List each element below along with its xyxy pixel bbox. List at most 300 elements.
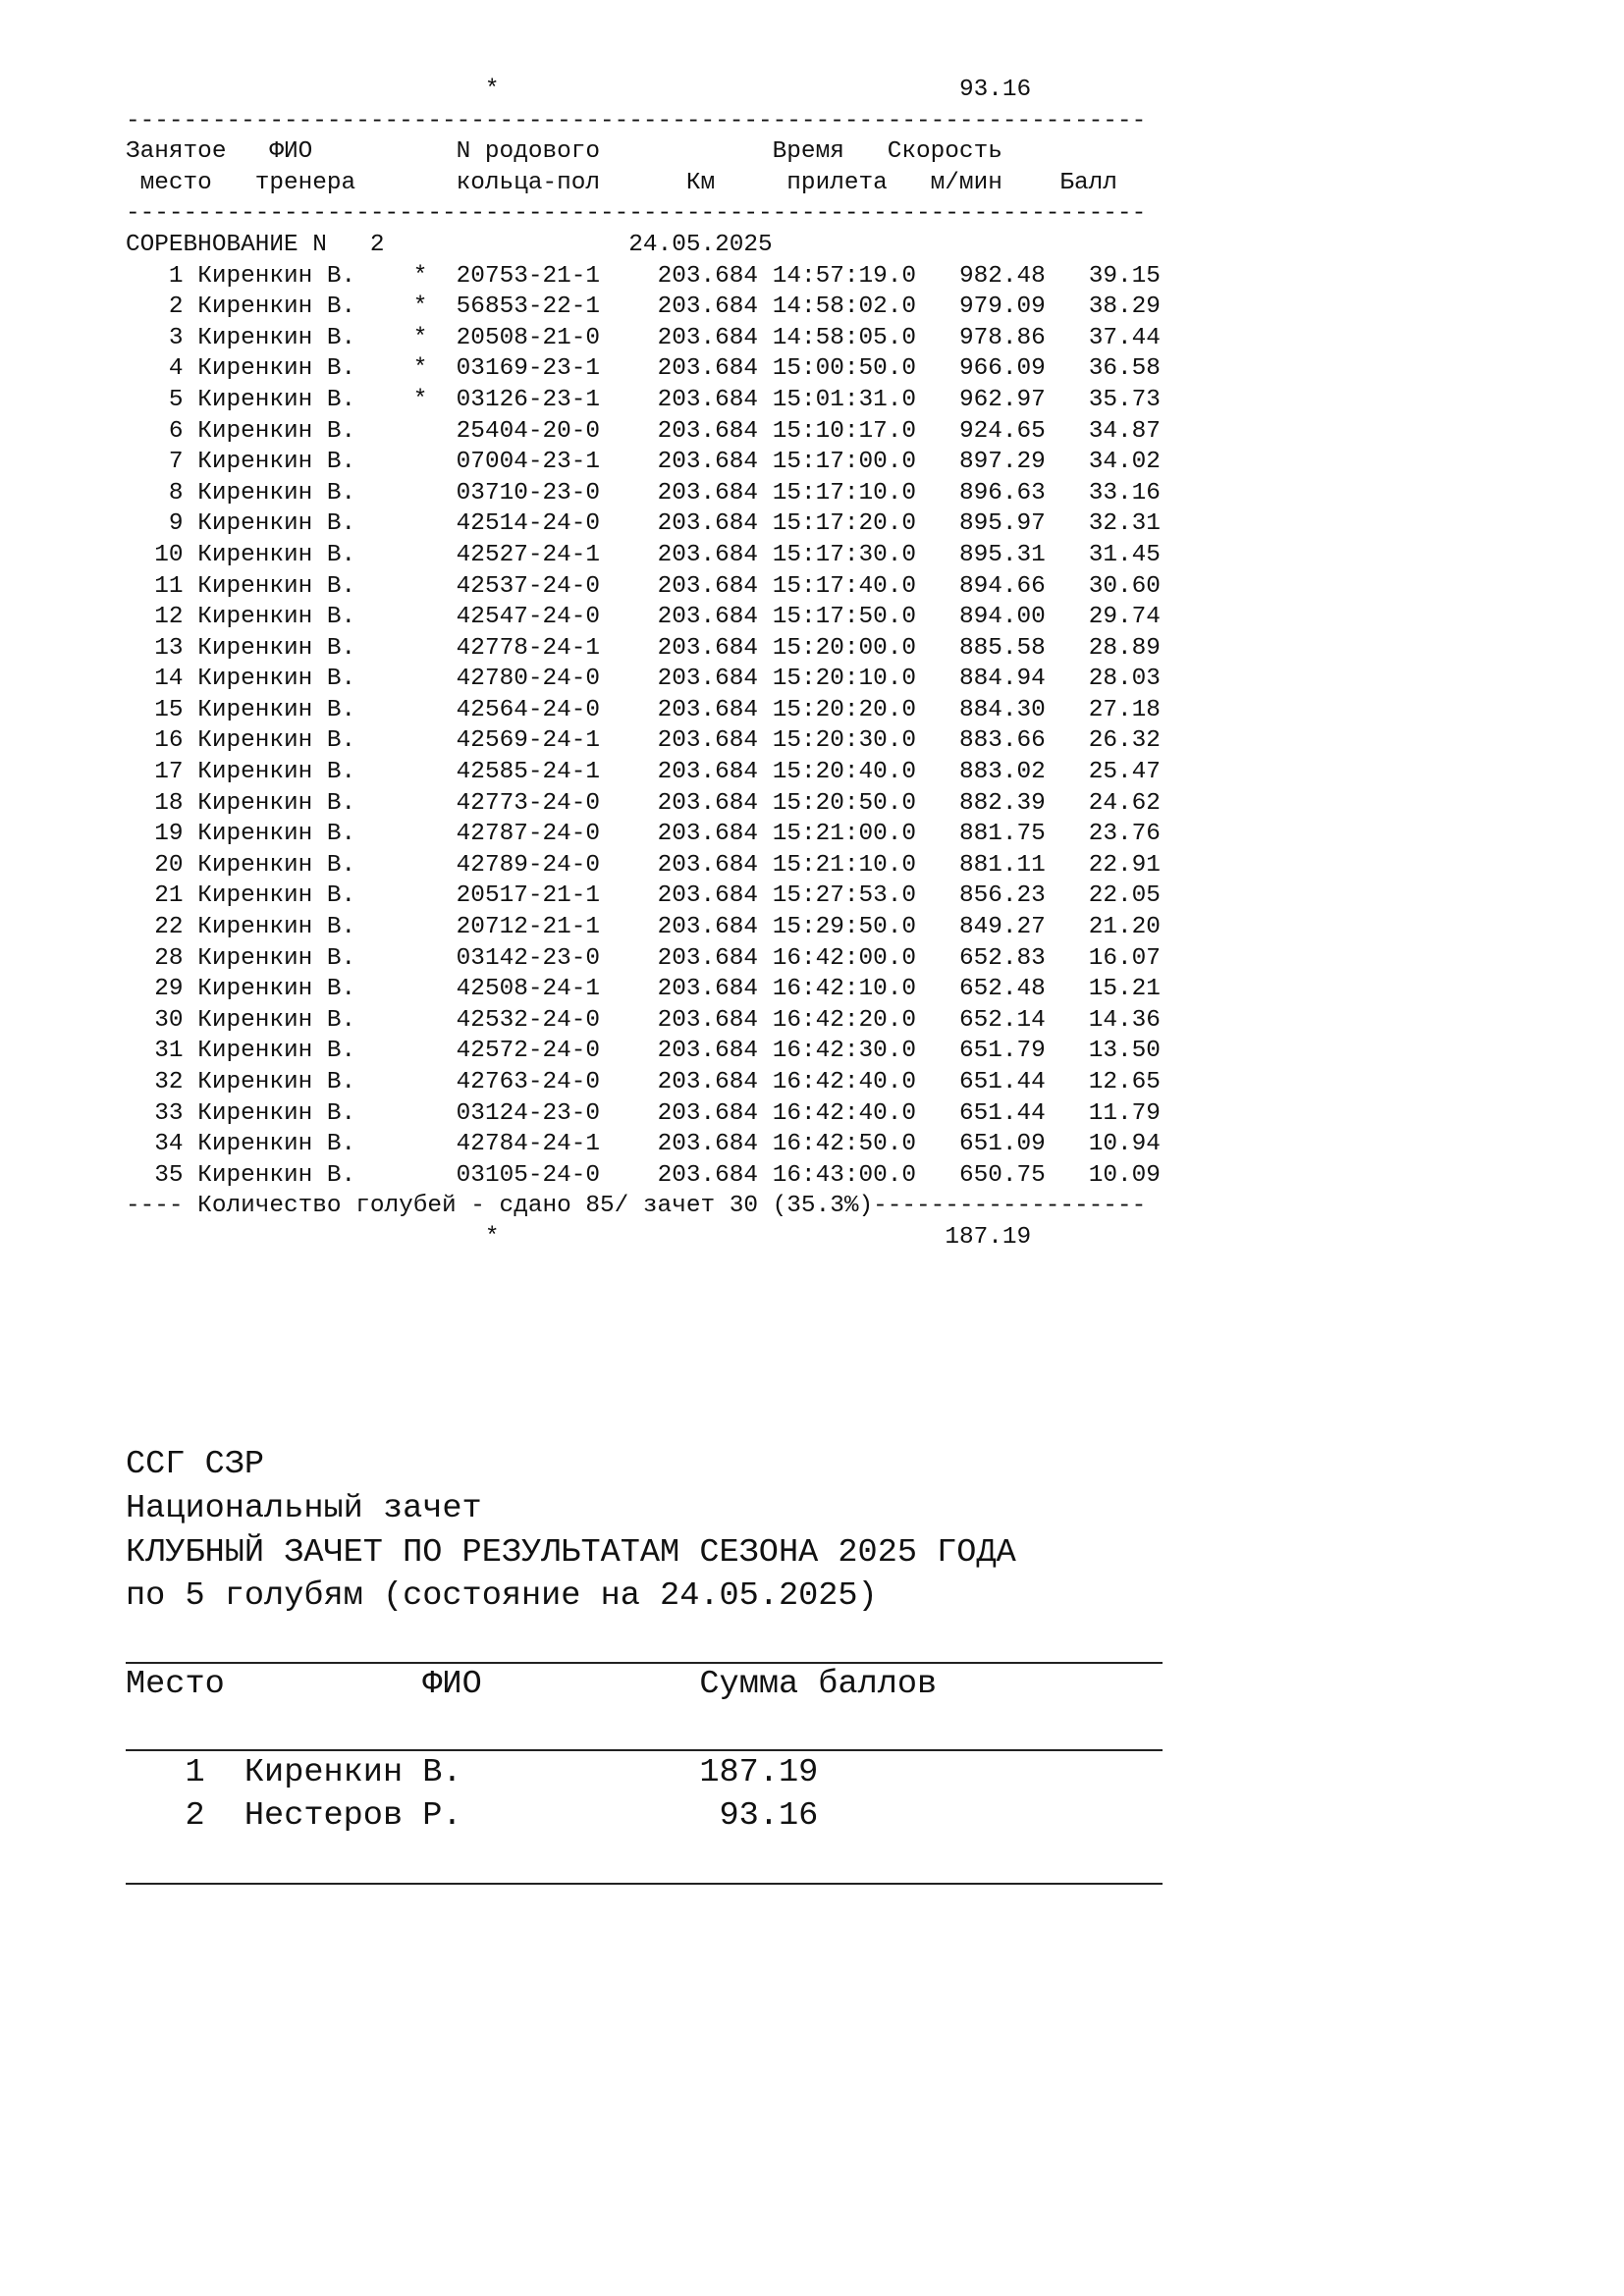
row-speed: 651.44	[916, 1099, 1046, 1127]
row-ring: 42547-24-0	[456, 604, 601, 631]
row-star: *	[369, 386, 457, 413]
row-name: Киренкин В.	[197, 355, 370, 383]
row-speed: 652.48	[916, 976, 1046, 1003]
row-name: Киренкин В.	[197, 1099, 370, 1127]
row-place: 12	[126, 604, 198, 631]
standings-subtitle: Национальный зачет	[126, 1489, 482, 1527]
row-place: 14	[126, 666, 198, 693]
row-score: 32.31	[1045, 510, 1161, 538]
standings-top-rule	[126, 1662, 1163, 1664]
row-star	[370, 510, 457, 537]
row-score: 36.58	[1045, 355, 1161, 383]
row-time: 15:20:20.0	[758, 696, 917, 723]
row-place: 34	[126, 1131, 198, 1158]
row-speed: 884.94	[916, 666, 1046, 693]
row-speed: 897.29	[916, 449, 1046, 476]
row-time: 14:58:05.0	[758, 324, 917, 351]
row-name: Киренкин В.	[197, 882, 370, 910]
standings-header-rule	[126, 1749, 1163, 1751]
row-place: 20	[126, 851, 198, 879]
row-time: 15:20:00.0	[758, 634, 917, 662]
row-score: 25.47	[1045, 759, 1161, 786]
row-km: 203.684	[600, 882, 759, 910]
result-row	[126, 261, 1161, 293]
row-speed: 652.14	[916, 1006, 1046, 1034]
result-row	[126, 323, 1161, 354]
row-ring: 20712-21-1	[456, 914, 601, 941]
header-rule: -----------------------------------------------------------------------	[126, 107, 1147, 134]
row-place: 19	[126, 821, 198, 848]
row-km: 203.684	[600, 386, 759, 413]
row-score: 15.21	[1045, 976, 1161, 1003]
result-row	[126, 385, 1161, 416]
result-row	[126, 757, 1161, 788]
result-row	[126, 912, 1161, 943]
row-score: 26.32	[1045, 727, 1161, 755]
standings-sum: 93.16	[481, 1797, 819, 1836]
row-place: 29	[126, 976, 198, 1003]
row-star	[370, 852, 457, 879]
row-km: 203.684	[600, 1161, 759, 1189]
row-score: 11.79	[1045, 1099, 1161, 1127]
row-ring: 42564-24-0	[456, 696, 601, 723]
row-speed: 979.09	[916, 294, 1046, 321]
row-score: 30.60	[1045, 572, 1161, 600]
row-speed: 962.97	[916, 386, 1046, 413]
row-star	[370, 945, 457, 972]
row-km: 203.684	[600, 759, 759, 786]
row-time: 16:42:40.0	[758, 1099, 917, 1127]
row-ring: 20517-21-1	[456, 882, 601, 910]
row-km: 203.684	[600, 262, 759, 290]
row-score: 21.20	[1045, 914, 1161, 941]
result-row	[126, 602, 1161, 633]
top-total: 93.16	[958, 77, 1032, 103]
result-row	[126, 974, 1161, 1005]
result-row	[126, 1036, 1161, 1067]
row-time: 15:21:00.0	[758, 821, 917, 848]
row-star	[370, 1069, 457, 1095]
row-time: 16:43:00.0	[758, 1161, 917, 1189]
row-name: Киренкин В.	[197, 262, 370, 290]
row-star	[370, 790, 457, 817]
row-star	[370, 759, 457, 785]
row-name: Киренкин В.	[197, 727, 370, 755]
row-speed: 884.30	[916, 696, 1046, 723]
row-place: 17	[126, 759, 198, 786]
row-ring: 42569-24-1	[456, 727, 601, 755]
result-row	[126, 943, 1161, 975]
row-speed: 885.58	[916, 634, 1046, 662]
row-ring: 20508-21-0	[456, 324, 601, 351]
row-star	[370, 418, 457, 445]
row-star	[370, 449, 457, 475]
standings-scope: по 5 голубям (состояние на 24.05.2025)	[126, 1577, 878, 1616]
row-time: 15:29:50.0	[758, 914, 917, 941]
row-speed: 651.44	[916, 1069, 1046, 1095]
row-time: 16:42:30.0	[758, 1038, 917, 1065]
row-ring: 03126-23-1	[456, 386, 601, 413]
row-place: 32	[126, 1069, 198, 1095]
row-star	[370, 1100, 457, 1127]
row-km: 203.684	[600, 914, 759, 941]
row-speed: 966.09	[916, 355, 1046, 383]
top-total-line	[126, 75, 1161, 106]
row-name: Киренкин В.	[197, 449, 370, 476]
result-row	[126, 540, 1161, 571]
result-row	[126, 353, 1161, 385]
row-name: Киренкин В.	[197, 851, 370, 879]
row-speed: 652.83	[916, 944, 1046, 972]
row-km: 203.684	[600, 727, 759, 755]
row-time: 15:00:50.0	[758, 355, 917, 383]
row-place: 30	[126, 1006, 198, 1034]
row-time: 14:57:19.0	[758, 262, 917, 290]
row-time: 15:20:10.0	[758, 666, 917, 693]
row-name: Киренкин В.	[197, 1161, 370, 1189]
row-score: 35.73	[1045, 386, 1161, 413]
row-name: Киренкин В.	[197, 294, 370, 321]
row-name: Киренкин В.	[197, 634, 370, 662]
result-row	[126, 1160, 1161, 1192]
result-row	[126, 819, 1161, 850]
row-score: 28.89	[1045, 634, 1161, 662]
competition-date: 24.05.2025	[628, 231, 773, 258]
row-ring: 42508-24-1	[456, 976, 601, 1003]
row-star	[370, 914, 457, 940]
row-place: 16	[126, 727, 198, 755]
row-km: 203.684	[600, 666, 759, 693]
row-star	[370, 821, 457, 847]
row-place: 3	[126, 324, 198, 351]
standings-place: 2	[126, 1797, 244, 1836]
bottom-total-line	[126, 1222, 1161, 1254]
row-name: Киренкин В.	[197, 789, 370, 817]
row-km: 203.684	[600, 572, 759, 600]
row-name: Киренкин В.	[197, 479, 370, 507]
row-time: 15:27:53.0	[758, 882, 917, 910]
row-time: 15:01:31.0	[758, 386, 917, 413]
row-name: Киренкин В.	[197, 386, 370, 413]
row-star	[370, 1038, 457, 1064]
row-time: 15:17:30.0	[758, 541, 917, 568]
row-km: 203.684	[600, 976, 759, 1003]
row-star: *	[369, 262, 457, 290]
row-ring: 42773-24-0	[456, 789, 601, 817]
row-ring: 03169-23-1	[456, 355, 601, 383]
row-star	[370, 604, 457, 630]
row-ring: 42527-24-1	[456, 541, 601, 568]
spacer	[126, 1619, 1016, 1663]
col-name: ФИО	[422, 1665, 482, 1703]
row-speed: 849.27	[916, 914, 1046, 941]
standings-row	[126, 1794, 1016, 1839]
row-score: 31.45	[1045, 541, 1161, 568]
row-km: 203.684	[600, 604, 759, 631]
row-ring: 42789-24-0	[456, 851, 601, 879]
row-time: 16:42:10.0	[758, 976, 917, 1003]
row-place: 28	[126, 944, 198, 972]
row-name: Киренкин В.	[197, 417, 370, 445]
row-km: 203.684	[600, 541, 759, 568]
row-speed: 881.11	[916, 851, 1046, 879]
row-score: 37.44	[1045, 324, 1161, 351]
row-score: 27.18	[1045, 696, 1161, 723]
bottom-star: *	[484, 1223, 500, 1251]
row-ring: 42514-24-0	[456, 510, 601, 538]
row-speed: 924.65	[916, 417, 1046, 445]
row-place: 2	[126, 294, 198, 321]
row-place: 1	[126, 262, 198, 290]
row-name: Киренкин В.	[197, 324, 370, 351]
row-place: 21	[126, 882, 198, 910]
row-time: 16:42:00.0	[758, 944, 917, 972]
row-ring: 56853-22-1	[456, 294, 601, 321]
row-time: 15:17:10.0	[758, 479, 917, 507]
result-row	[126, 633, 1161, 665]
row-score: 14.36	[1045, 1006, 1161, 1034]
row-score: 34.02	[1045, 449, 1161, 476]
row-place: 15	[126, 696, 198, 723]
row-km: 203.684	[600, 1038, 759, 1065]
row-name: Киренкин В.	[197, 510, 370, 538]
row-score: 29.74	[1045, 604, 1161, 631]
row-speed: 651.79	[916, 1038, 1046, 1065]
row-score: 28.03	[1045, 666, 1161, 693]
row-place: 13	[126, 634, 198, 662]
row-score: 22.91	[1045, 851, 1161, 879]
standings-rows	[126, 1751, 1016, 1840]
row-km: 203.684	[600, 294, 759, 321]
row-place: 4	[126, 355, 198, 383]
row-score: 16.07	[1045, 944, 1161, 972]
row-km: 203.684	[600, 634, 759, 662]
header-line-2: место тренера кольца-пол Км прилета м/мин Балл	[126, 169, 1117, 196]
result-row	[126, 508, 1161, 540]
row-speed: 894.66	[916, 572, 1046, 600]
club-standings	[126, 1443, 1016, 1839]
row-ring: 03142-23-0	[456, 944, 601, 972]
competition-line	[126, 230, 1161, 261]
standings-bottom-rule	[126, 1883, 1163, 1885]
row-name: Киренкин В.	[197, 541, 370, 568]
header-line-1: Занятое ФИО N родового Время Скорость	[126, 138, 1002, 166]
race-report	[126, 75, 1161, 1254]
row-name: Киренкин В.	[197, 1131, 370, 1158]
row-km: 203.684	[600, 1006, 759, 1034]
row-name: Киренкин В.	[197, 944, 370, 972]
row-place: 18	[126, 789, 198, 817]
row-score: 23.76	[1045, 821, 1161, 848]
result-row	[126, 664, 1161, 695]
row-star	[370, 1131, 457, 1157]
standings-row	[126, 1751, 1016, 1795]
header-rule-bottom: -----------------------------------------------------------------------	[126, 200, 1147, 228]
row-time: 15:17:50.0	[758, 604, 917, 631]
row-place: 6	[126, 417, 198, 445]
row-place: 5	[126, 386, 198, 413]
row-name: Киренкин В.	[197, 1069, 370, 1095]
result-row	[126, 1067, 1161, 1098]
row-star	[370, 697, 457, 723]
row-star	[370, 1162, 457, 1189]
result-row	[126, 725, 1161, 757]
row-ring: 03105-24-0	[456, 1161, 601, 1189]
result-row	[126, 447, 1161, 478]
result-row	[126, 571, 1161, 603]
row-time: 15:10:17.0	[758, 417, 917, 445]
row-speed: 883.02	[916, 759, 1046, 786]
row-name: Киренкин В.	[197, 821, 370, 848]
standings-header	[126, 1663, 1016, 1707]
row-time: 16:42:40.0	[758, 1069, 917, 1095]
row-star: *	[369, 324, 457, 351]
row-star	[370, 480, 457, 507]
row-name: Киренкин В.	[197, 604, 370, 631]
row-name: Киренкин В.	[197, 696, 370, 723]
row-time: 15:21:10.0	[758, 851, 917, 879]
result-row	[126, 1005, 1161, 1037]
row-ring: 07004-23-1	[456, 449, 601, 476]
row-star	[370, 976, 457, 1002]
row-time: 15:20:30.0	[758, 727, 917, 755]
row-score: 39.15	[1045, 262, 1161, 290]
row-speed: 881.75	[916, 821, 1046, 848]
row-speed: 895.31	[916, 541, 1046, 568]
row-score: 33.16	[1045, 479, 1161, 507]
result-rows	[126, 261, 1161, 1192]
row-ring: 42787-24-0	[456, 821, 601, 848]
row-km: 203.684	[600, 449, 759, 476]
row-speed: 896.63	[916, 479, 1046, 507]
row-score: 38.29	[1045, 294, 1161, 321]
row-score: 24.62	[1045, 789, 1161, 817]
row-name: Киренкин В.	[197, 1038, 370, 1065]
row-star	[370, 542, 457, 568]
row-ring: 20753-21-1	[456, 262, 601, 290]
result-row	[126, 695, 1161, 726]
row-time: 15:17:20.0	[758, 510, 917, 538]
row-score: 12.65	[1045, 1069, 1161, 1095]
row-km: 203.684	[600, 944, 759, 972]
row-score: 22.05	[1045, 882, 1161, 910]
row-score: 13.50	[1045, 1038, 1161, 1065]
row-star	[370, 573, 457, 600]
footer-count-line: ---- Количество голубей - сдано 85/ зачет 30 (35.3%)-------------------	[126, 1193, 1147, 1220]
row-speed: 883.66	[916, 727, 1046, 755]
org-name: ССГ СЗР	[126, 1446, 265, 1483]
row-km: 203.684	[600, 479, 759, 507]
row-ring: 03124-23-0	[456, 1099, 601, 1127]
row-speed: 856.23	[916, 882, 1046, 910]
row-score: 10.09	[1045, 1161, 1161, 1189]
row-km: 203.684	[600, 696, 759, 723]
row-time: 14:58:02.0	[758, 294, 917, 321]
row-name: Киренкин В.	[197, 759, 370, 786]
row-km: 203.684	[600, 1131, 759, 1158]
row-place: 33	[126, 1099, 198, 1127]
row-ring: 42784-24-1	[456, 1131, 601, 1158]
row-time: 15:20:40.0	[758, 759, 917, 786]
row-ring: 03710-23-0	[456, 479, 601, 507]
row-km: 203.684	[600, 851, 759, 879]
standings-sum: 187.19	[481, 1753, 819, 1791]
col-sum: Сумма баллов	[699, 1665, 938, 1703]
row-star: *	[369, 355, 457, 383]
row-place: 35	[126, 1161, 198, 1189]
row-time: 15:17:00.0	[758, 449, 917, 476]
row-place: 8	[126, 479, 198, 507]
row-star: *	[369, 294, 457, 321]
col-place: Место	[126, 1665, 225, 1703]
result-row	[126, 1098, 1161, 1130]
row-name: Киренкин В.	[197, 1006, 370, 1034]
row-score: 34.87	[1045, 417, 1161, 445]
result-row	[126, 1129, 1161, 1160]
row-speed: 895.97	[916, 510, 1046, 538]
row-star	[370, 1007, 457, 1034]
spacer	[126, 1707, 1016, 1751]
row-speed: 978.86	[916, 324, 1046, 351]
row-place: 9	[126, 510, 198, 538]
row-ring: 42537-24-0	[456, 572, 601, 600]
standings-name: Нестеров Р.	[244, 1797, 482, 1836]
row-speed: 651.09	[916, 1131, 1046, 1158]
row-speed: 894.00	[916, 604, 1046, 631]
row-ring: 42532-24-0	[456, 1006, 601, 1034]
row-star	[370, 727, 457, 754]
row-ring: 42572-24-0	[456, 1038, 601, 1065]
row-ring: 42763-24-0	[456, 1069, 601, 1095]
row-ring: 25404-20-0	[456, 417, 601, 445]
row-ring: 42780-24-0	[456, 666, 601, 693]
row-km: 203.684	[600, 417, 759, 445]
row-km: 203.684	[600, 324, 759, 351]
row-star	[370, 635, 457, 662]
result-row	[126, 416, 1161, 448]
row-km: 203.684	[600, 789, 759, 817]
result-row	[126, 788, 1161, 820]
standings-place: 1	[126, 1753, 244, 1791]
result-row	[126, 292, 1161, 323]
row-km: 203.684	[600, 510, 759, 538]
row-name: Киренкин В.	[197, 666, 370, 693]
row-place: 7	[126, 449, 198, 476]
row-time: 15:17:40.0	[758, 572, 917, 600]
row-km: 203.684	[600, 1069, 759, 1095]
result-row	[126, 478, 1161, 509]
bottom-total: 187.19	[945, 1223, 1032, 1251]
standings-name: Киренкин В.	[244, 1753, 482, 1791]
row-km: 203.684	[600, 355, 759, 383]
row-name: Киренкин В.	[197, 914, 370, 941]
result-row	[126, 881, 1161, 912]
row-speed: 982.48	[916, 262, 1046, 290]
competition-label: СОРЕВНОВАНИЕ N 2	[126, 231, 385, 258]
row-name: Киренкин В.	[197, 976, 370, 1003]
row-time: 16:42:20.0	[758, 1006, 917, 1034]
standings-title: КЛУБНЫЙ ЗАЧЕТ ПО РЕЗУЛЬТАТАМ СЕЗОНА 2025 ГОДА	[126, 1533, 1016, 1572]
row-star	[370, 666, 457, 692]
row-km: 203.684	[600, 1099, 759, 1127]
row-speed: 650.75	[916, 1161, 1046, 1189]
row-place: 22	[126, 914, 198, 941]
result-row	[126, 850, 1161, 881]
row-place: 11	[126, 572, 198, 600]
top-star: *	[484, 77, 500, 103]
row-name: Киренкин В.	[197, 572, 370, 600]
row-speed: 882.39	[916, 789, 1046, 817]
